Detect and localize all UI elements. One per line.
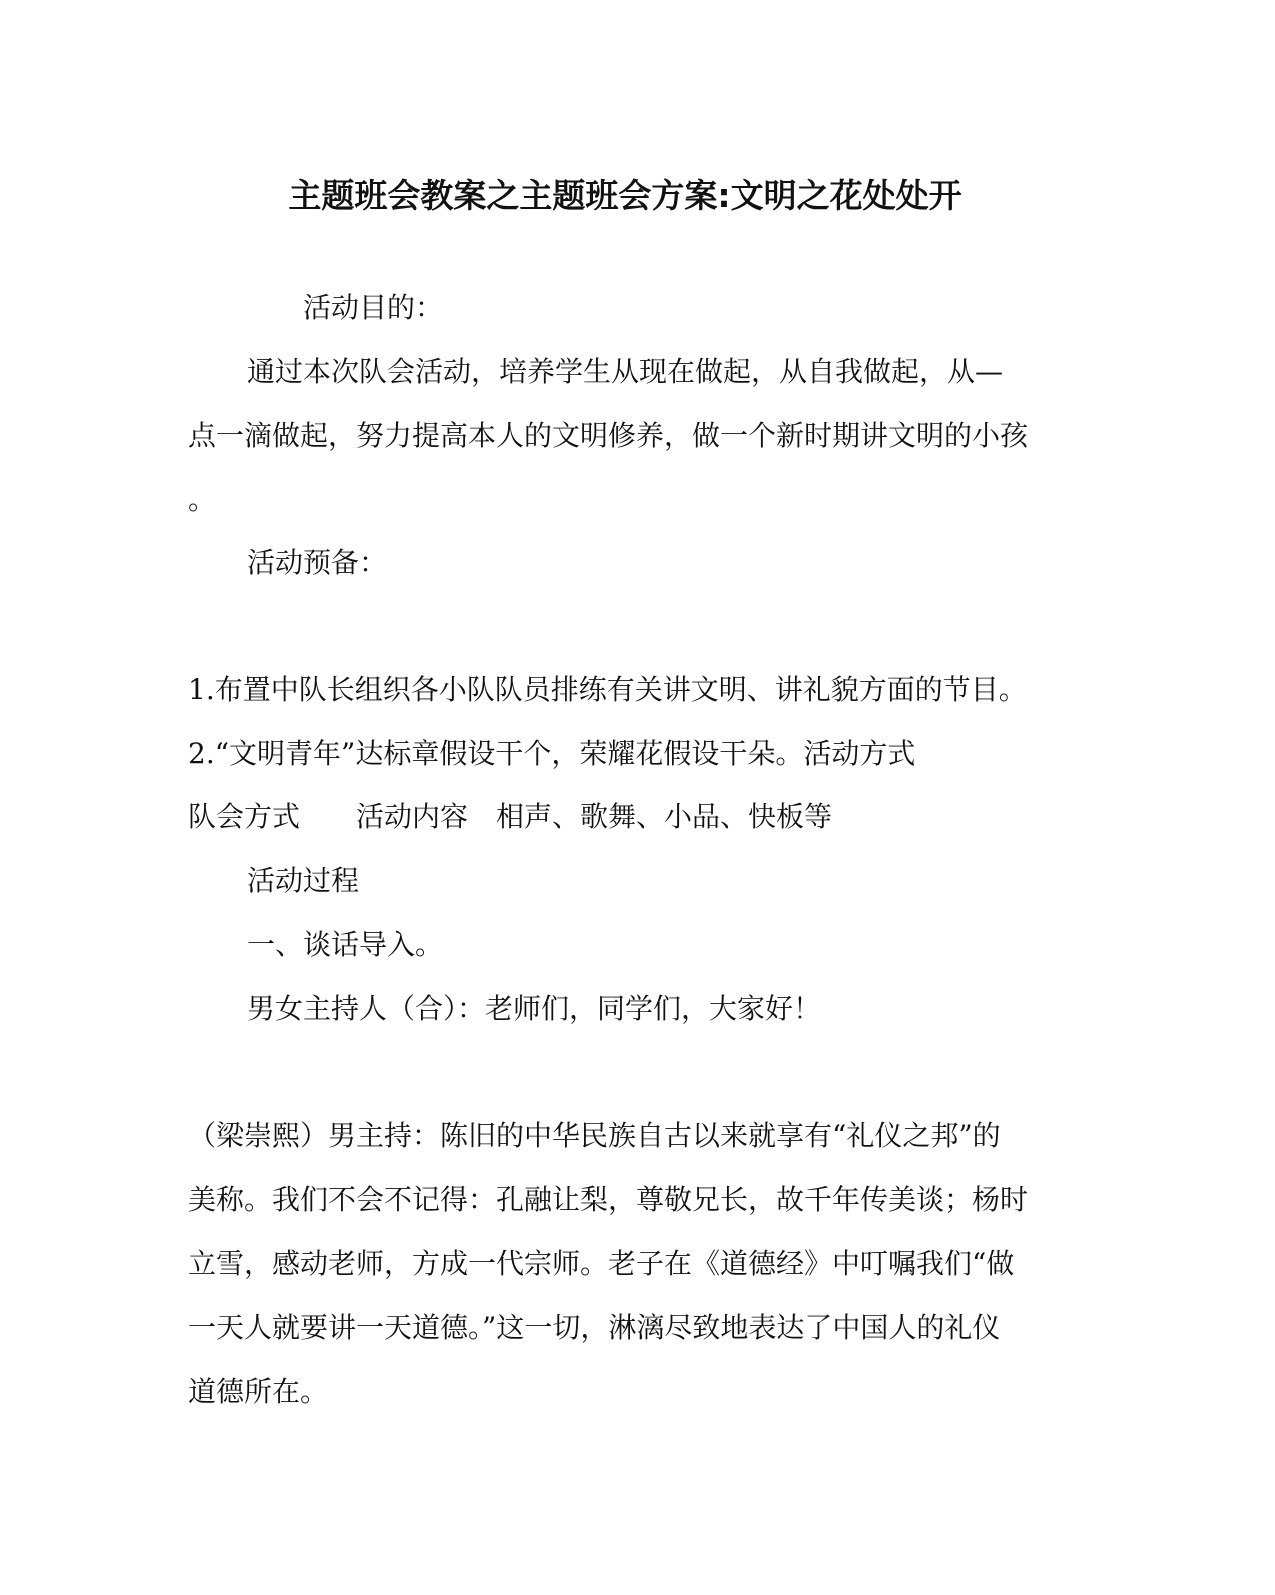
paragraph-line: 点一滴做起，努力提高本人的文明修养，做一个新时期讲文明的小孩 xyxy=(188,419,1029,452)
paragraph-line: 通过本次队会活动，培养学生从现在做起，从自我做起，从— xyxy=(247,355,1004,388)
paragraph-line: 美称。我们不会不记得：孔融让梨，尊敬兄长，故千年传美谈；杨时 xyxy=(188,1183,1029,1216)
paragraph-line: 立雪，感动老师，方成一代宗师。老子在《道德经》中叮嘱我们“做 xyxy=(188,1247,1015,1280)
list-item: 2.“文明青年”达标章假设干个，荣耀花假设干朵。活动方式 xyxy=(188,737,916,770)
heading-activity-purpose: 活动目的： xyxy=(303,291,444,324)
paragraph-line: 道德所在。 xyxy=(188,1375,329,1408)
document-title: 主题班会教案之主题班会方案:文明之花处处开 xyxy=(288,176,962,215)
heading-activity-process: 活动过程 xyxy=(247,864,360,897)
section-heading: 一、谈话导入。 xyxy=(247,928,444,961)
paragraph-line: 男女主持人（合）：老师们，同学们，大家好！ xyxy=(247,992,822,1025)
paragraph-line: 一天人就要讲一天道德。”这一切，淋漓尽致地表达了中国人的礼仪 xyxy=(188,1311,1001,1344)
list-item: 1.布置中队长组织各小队队员排练有关讲文明、讲礼貌方面的节目。 xyxy=(188,673,1027,706)
paragraph-line: （梁崇熙）男主持：陈旧的中华民族自古以来就享有“礼仪之邦”的 xyxy=(188,1119,1001,1152)
heading-activity-preparation: 活动预备： xyxy=(247,546,388,579)
paragraph-line: 。 xyxy=(188,483,217,516)
paragraph-line: 队会方式 活动内容 相声、歌舞、小品、快板等 xyxy=(188,800,833,833)
